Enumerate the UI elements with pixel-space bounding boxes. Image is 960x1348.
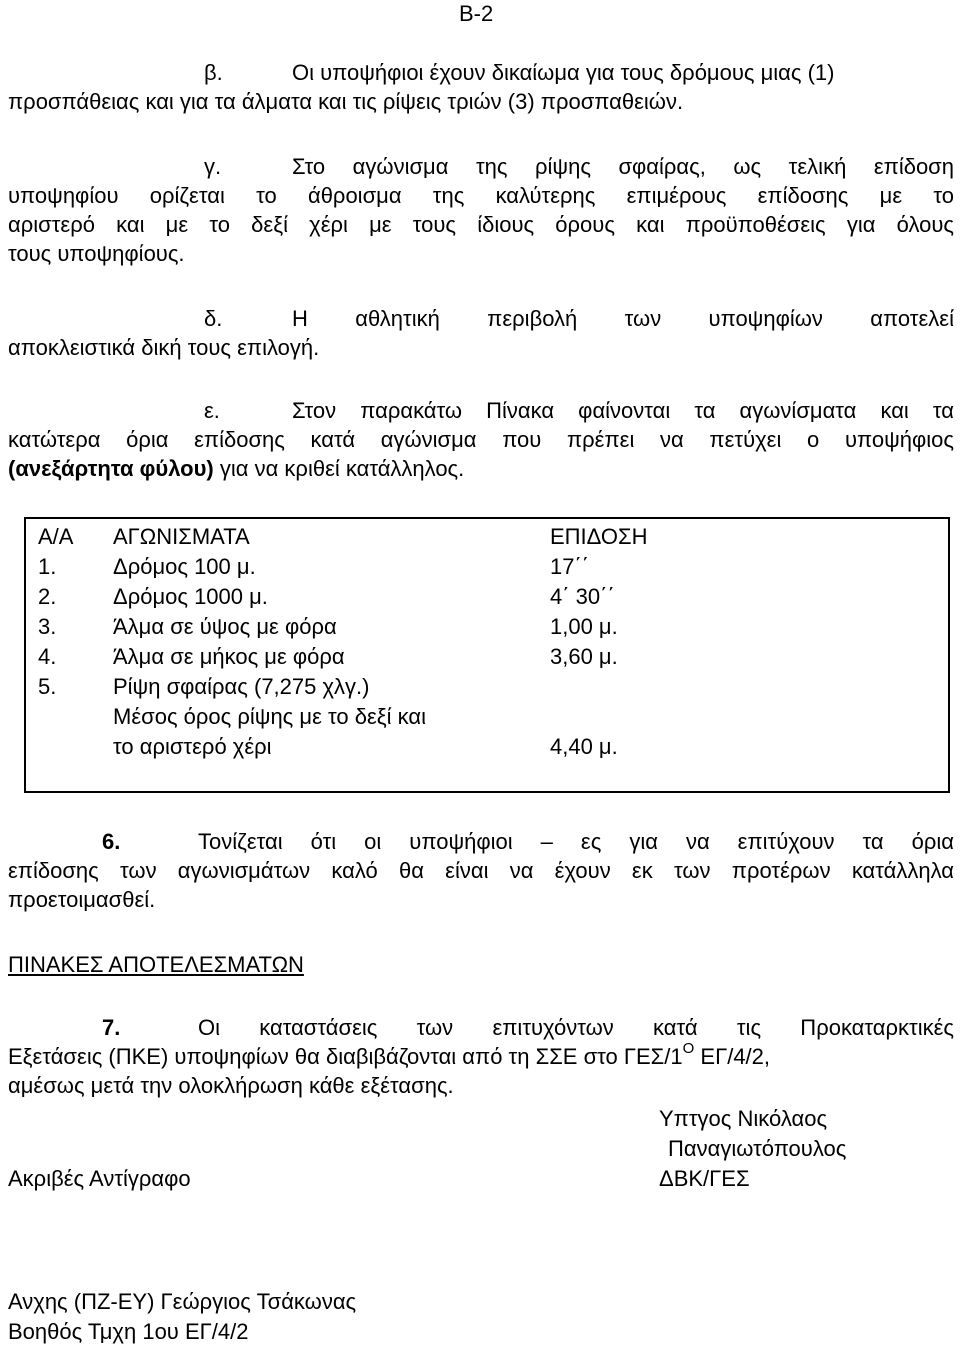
table-cell-number: 4. xyxy=(38,644,57,669)
paragraph-text: τους υποψηφίους. xyxy=(8,241,185,266)
footer-position: Βοηθός Τμχη 1ου ΕΓ/4/2 xyxy=(8,1319,249,1344)
page-number: Β-2 xyxy=(459,1,494,26)
paragraph-marker: γ. xyxy=(204,154,222,179)
paragraph-text: Οι καταστάσεις των επιτυχόντων κατά τις Προκαταρκτικές xyxy=(198,1015,954,1040)
paragraph-marker: β. xyxy=(204,60,223,85)
paragraph-text: κατώτερα όρια επίδοσης κατά αγώνισμα που πρέπει να πετύχει ο υποψήφιος xyxy=(8,427,954,452)
paragraph-text: αποκλειστικά δική τους επιλογή. xyxy=(8,335,320,360)
emphasis-text: (ανεξάρτητα φύλου) xyxy=(8,456,214,481)
paragraph-text: προετοιμασθεί. xyxy=(8,887,156,912)
paragraph-beta xyxy=(8,58,954,116)
table-header-event: ΑΓΩΝΙΣΜΑΤΑ xyxy=(113,524,250,549)
paragraph-text xyxy=(8,454,954,483)
true-copy-label: Ακριβές Αντίγραφο xyxy=(8,1166,191,1191)
table-cell-event: Ρίψη σφαίρας (7,275 χλγ.) xyxy=(113,674,370,699)
table-cell-event: το αριστερό χέρι xyxy=(113,734,272,759)
signature-rank-name: Υπτγος Νικόλαος xyxy=(659,1106,828,1131)
table-header-number: Α/Α xyxy=(38,524,74,549)
table-cell-event: Άλμα σε μήκος με φόρα xyxy=(113,644,345,669)
table-cell-number: 3. xyxy=(38,614,57,639)
events-table xyxy=(24,517,950,793)
paragraph-text: αμέσως μετά την ολοκλήρωση κάθε εξέτασης. xyxy=(8,1073,454,1098)
table-cell-event: Μέσος όρος ρίψης με το δεξί και xyxy=(113,704,426,729)
table-cell-performance: 3,60 μ. xyxy=(550,644,618,669)
paragraph-text: Τονίζεται ότι οι υποψήφιοι – ες για να επιτύχουν τα όρια xyxy=(198,829,954,854)
signature-surname: Παναγιωτόπουλος xyxy=(668,1136,847,1161)
paragraph-gamma xyxy=(8,152,954,268)
table-cell-performance: 4,40 μ. xyxy=(550,734,618,759)
table-cell-performance: 17΄΄ xyxy=(550,554,590,579)
paragraph-6 xyxy=(8,827,954,914)
paragraph-epsilon xyxy=(8,396,954,483)
superscript-text: Ο xyxy=(682,1039,695,1057)
table-cell-performance: 4΄ 30΄΄ xyxy=(550,584,615,609)
table-cell-event: Δρόμος 100 μ. xyxy=(113,554,256,579)
footer-name: Ανχης (ΠΖ-ΕΥ) Γεώργιος Τσάκωνας xyxy=(8,1289,357,1314)
section-heading: ΠΙΝΑΚΕΣ ΑΠΟΤΕΛΕΣΜΑΤΩΝ xyxy=(8,952,304,977)
paragraph-text: υποψηφίου ορίζεται το άθροισμα της καλύτερης επιμέρους επίδοσης με το xyxy=(8,183,954,208)
paragraph-text: Η αθλητική περιβολή των υποψηφίων αποτελεί xyxy=(292,306,954,331)
table-cell-number: 2. xyxy=(38,584,57,609)
signature-unit: ΔΒΚ/ΓΕΣ xyxy=(659,1166,750,1191)
table-cell-event: Άλμα σε ύψος με φόρα xyxy=(113,614,337,639)
paragraph-marker: ε. xyxy=(204,398,220,423)
table-cell-event: Δρόμος 1000 μ. xyxy=(113,584,268,609)
paragraph-marker: 7. xyxy=(102,1015,121,1040)
paragraph-text: Στον παρακάτω Πίνακα φαίνονται τα αγωνίσματα και τα xyxy=(292,398,954,423)
paragraph-7 xyxy=(8,1013,954,1100)
table-header-performance: ΕΠΙΔΟΣΗ xyxy=(550,524,648,549)
paragraph-text: επίδοσης των αγωνισμάτων καλό θα είναι να έχουν εκ των προτέρων κατάλληλα xyxy=(8,858,954,883)
paragraph-marker: 6. xyxy=(102,829,121,854)
paragraph-text: αριστερό και με το δεξί χέρι με τους ίδιους όρους και προϋποθέσεις για όλους xyxy=(8,212,954,237)
paragraph-text: προσπάθειας και για τα άλματα και τις ρίψεις τριών (3) προσπαθειών. xyxy=(8,89,684,114)
paragraph-delta xyxy=(8,304,954,362)
paragraph-text: Εξετάσεις (ΠΚΕ) υποψηφίων θα διαβιβάζονται από τη ΣΣΕ στο ΓΕΣ/$1^O$ ΕΓ/4/2, xyxy=(8,1039,771,1069)
paragraph-text: Στο αγώνισμα της ρίψης σφαίρας, ως τελική επίδοση xyxy=(292,154,954,179)
table-cell-number: 1. xyxy=(38,554,57,579)
paragraph-text: Οι υποψήφιοι έχουν δικαίωμα για τους δρόμους μιας (1) xyxy=(292,60,835,85)
paragraph-marker: δ. xyxy=(204,306,223,331)
table-cell-performance: 1,00 μ. xyxy=(550,614,618,639)
table-cell-number: 5. xyxy=(38,674,57,699)
paragraph-text: για να κριθεί κατάλληλος. xyxy=(213,456,465,481)
